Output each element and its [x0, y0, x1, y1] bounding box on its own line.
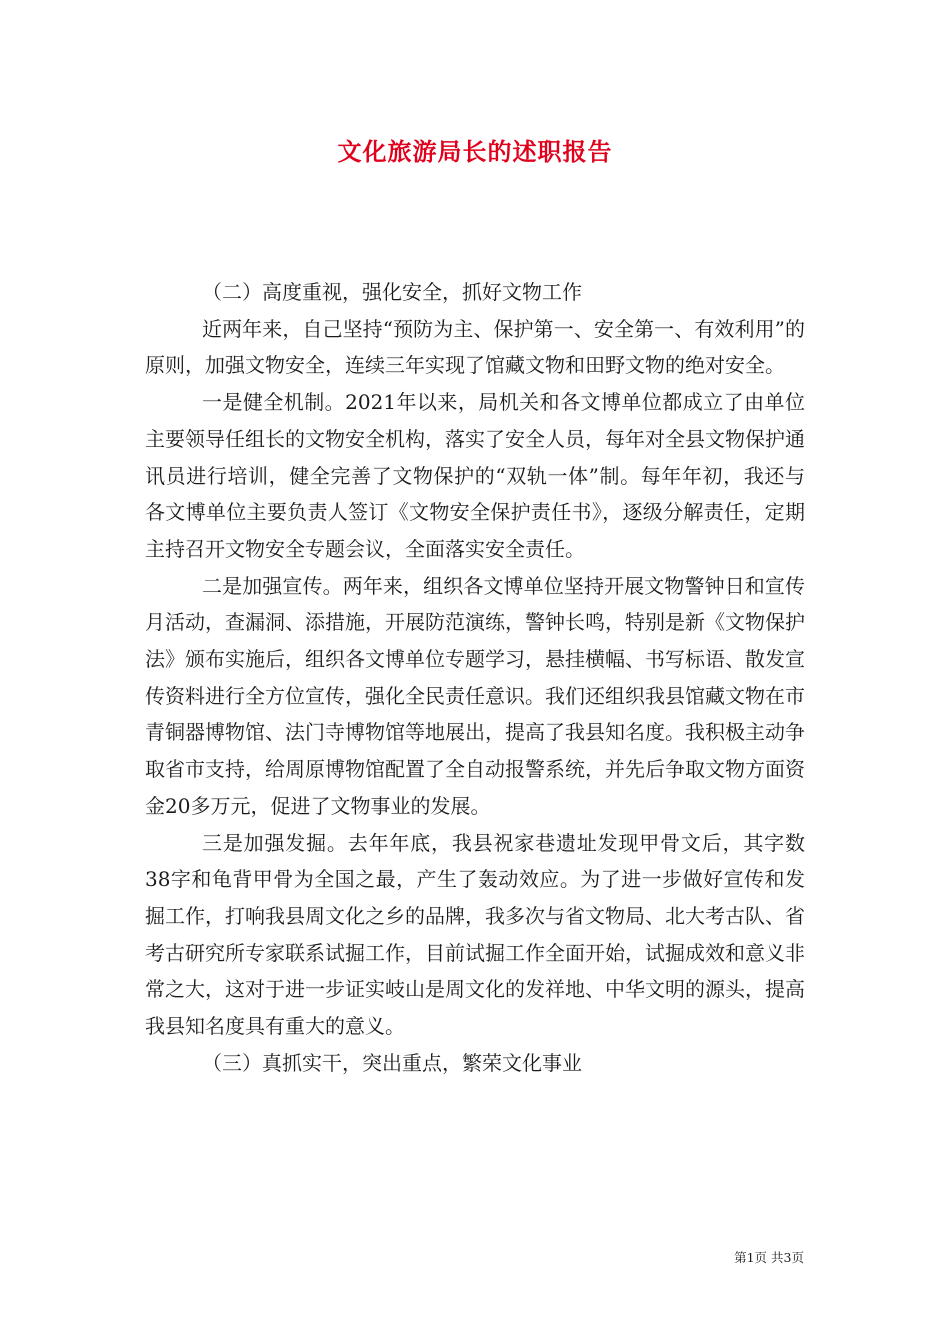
paragraph-intro: 近两年来，自己坚持“预防为主、保护第一、安全第一、有效利用”的原则，加强文物安全，连续三年实现了馆藏文物和田野文物的绝对安全。: [145, 316, 805, 378]
paragraph-mechanism: 一是健全机制。2021年以来，局机关和各文博单位都成立了由单位主要领导任组长的文物安全机构，落实了安全人员，每年对全县文物保护通讯员进行培训，健全完善了文物保护的“双轨一体”制。每年年初，我还与各文博单位主要负责人签订《文物安全保护责任书》，逐级分解责任，定期主持召开文物安全专题会议，全面落实安全责任。: [145, 390, 805, 561]
document-title: 文化旅游局长的述职报告: [337, 137, 613, 166]
paragraph-publicity: 二是加强宣传。两年来，组织各文博单位坚持开展文物警钟日和宣传月活动，查漏洞、添措施，开展防范演练，警钟长鸣，特别是新《文物保护法》颁布实施后，组织各文博单位专题学习，悬挂横幅、书写标语、散发宣传资料进行全方位宣传，强化全民责任意识。我们还组织我县馆藏文物在市青铜器博物馆、法门寺博物馆等地展出，提高了我县知名度。我积极主动争取省市支持，给周原博物馆配置了全自动报警系统，并先后争取文物方面资金20多万元，促进了文物事业的发展。: [145, 573, 805, 818]
paragraph-excavation: 三是加强发掘。去年年底，我县祝家巷遗址发现甲骨文后，其字数38字和龟背甲骨为全国之最，产生了轰动效应。为了进一步做好宣传和发掘工作，打响我县周文化之乡的品牌，我多次与省文物局、北大考古队、省考古研究所专家联系试掘工作，目前试掘工作全面开始，试掘成效和意义非常之大，这对于进一步证实岐山是周文化的发祥地、中华文明的源头，提高我县知名度具有重大的意义。: [145, 830, 805, 1039]
section-heading-3: （三）真抓实干，突出重点，繁荣文化事业: [202, 1050, 582, 1075]
page-number: 第1页 共3页: [734, 1250, 804, 1265]
section-heading-2: （二）高度重视，强化安全，抓好文物工作: [202, 280, 582, 304]
document-body: [145, 274, 805, 1081]
